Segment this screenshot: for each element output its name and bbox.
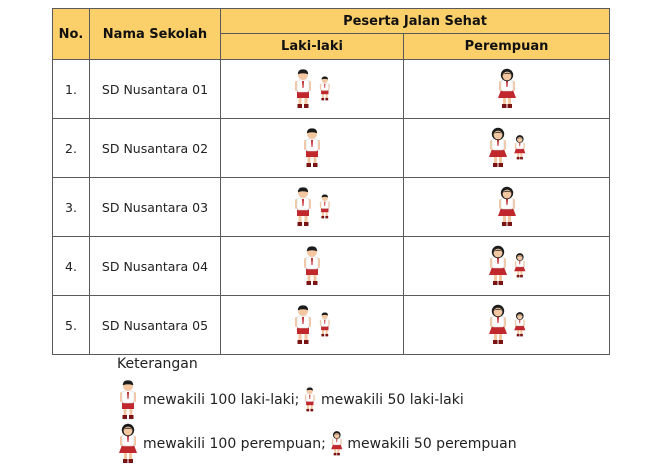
male-pictogram — [221, 60, 404, 119]
header-group: Peserta Jalan Sehat — [221, 9, 610, 34]
female-pictogram — [404, 237, 610, 296]
header-no: No. — [53, 9, 90, 60]
pictograph-table — [52, 8, 610, 355]
legend-boy-full: mewakili 100 laki-laki; — [143, 392, 300, 408]
male-pictogram — [221, 178, 404, 237]
legend-row-girls — [117, 422, 521, 466]
school-name: SD Nusantara 04 — [90, 237, 221, 296]
table-row — [53, 119, 610, 178]
student-boy-icon — [318, 75, 332, 102]
student-boy-icon — [301, 244, 323, 288]
male-pictogram — [221, 237, 404, 296]
header-female: Perempuan — [404, 34, 610, 60]
student-girl-icon — [487, 126, 509, 170]
student-girl-icon — [330, 430, 344, 457]
student-girl-icon — [496, 67, 518, 111]
student-boy-icon — [318, 311, 332, 338]
male-pictogram — [221, 119, 404, 178]
student-boy-icon — [292, 303, 314, 347]
student-boy-icon — [117, 378, 139, 422]
legend-girl-full: mewakili 100 perempuan; — [143, 436, 326, 452]
legend-girl-half: mewakili 50 perempuan — [347, 436, 517, 452]
female-pictogram — [404, 119, 610, 178]
table-row — [53, 296, 610, 355]
table-row — [53, 60, 610, 119]
student-boy-icon — [292, 185, 314, 229]
row-number: 2. — [53, 119, 90, 178]
legend-boy-half: mewakili 50 laki-laki — [320, 392, 464, 408]
female-pictogram — [404, 178, 610, 237]
male-pictogram — [221, 296, 404, 355]
student-boy-icon — [318, 193, 332, 220]
header-school: Nama Sekolah — [90, 9, 221, 60]
student-boy-icon — [303, 386, 317, 413]
school-name: SD Nusantara 05 — [90, 296, 221, 355]
school-name: SD Nusantara 03 — [90, 178, 221, 237]
school-name: SD Nusantara 02 — [90, 119, 221, 178]
legend-row-boys — [117, 378, 468, 422]
female-pictogram — [404, 60, 610, 119]
student-girl-icon — [487, 303, 509, 347]
student-boy-icon — [292, 67, 314, 111]
row-number: 1. — [53, 60, 90, 119]
header-male: Laki-laki — [221, 34, 404, 60]
student-girl-icon — [496, 185, 518, 229]
student-girl-icon — [487, 244, 509, 288]
student-girl-icon — [513, 252, 527, 279]
student-girl-icon — [117, 422, 139, 466]
row-number: 3. — [53, 178, 90, 237]
student-girl-icon — [513, 311, 527, 338]
school-name: SD Nusantara 01 — [90, 60, 221, 119]
student-boy-icon — [301, 126, 323, 170]
table-row — [53, 237, 610, 296]
row-number: 4. — [53, 237, 90, 296]
row-number: 5. — [53, 296, 90, 355]
legend-title: Keterangan — [117, 356, 198, 372]
student-girl-icon — [513, 134, 527, 161]
table-row — [53, 178, 610, 237]
female-pictogram — [404, 296, 610, 355]
